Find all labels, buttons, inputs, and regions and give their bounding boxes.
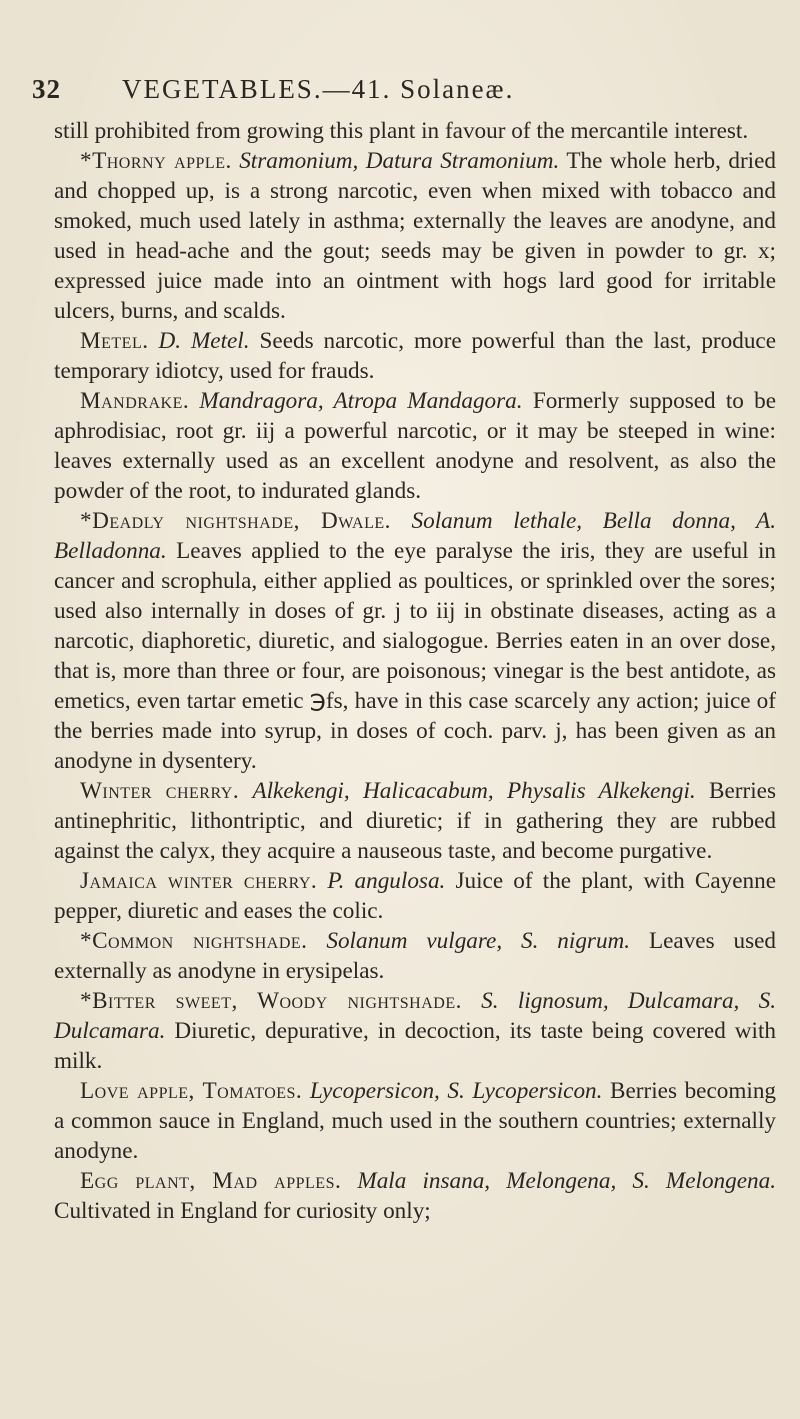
entry-latin: P. angulosa.: [327, 868, 446, 894]
page-header: [32, 64, 768, 114]
entry-name: *Common nightshade.: [80, 928, 308, 954]
entry-latin: Alkekengi, Halicacabum, Physalis Alkekengi.: [252, 778, 696, 804]
entry-egg-plant: [54, 1166, 776, 1226]
running-head: VEGETABLES.—41. Solaneæ.: [122, 74, 515, 104]
entry-name: *Deadly nightshade, Dwale.: [80, 508, 391, 534]
entry-thorny-apple: [54, 146, 776, 326]
entry-latin: Mala insana, Melongena, S. Melongena.: [357, 1168, 777, 1194]
entry-body: Diuretic, depurative, in decoction, its taste being covered with milk.: [54, 1018, 777, 1074]
entry-love-apple: [54, 1076, 776, 1166]
entry-latin: Lycopersicon, S. Lycopersicon.: [309, 1078, 603, 1104]
entry-bitter-sweet: [54, 986, 776, 1076]
entry-continuation: [54, 116, 776, 146]
entry-body: Seeds narcotic, more powerful than the last, produce temporary idiotcy, used for frauds.: [54, 328, 776, 384]
entry-body: still prohibited from growing this plant in favour of the mercantile interest.: [54, 118, 749, 144]
entry-metel: [54, 326, 776, 386]
entry-body: The whole herb, dried and chopped up, is a strong narcotic, even when mixed with tobacco and smoked, much used lately in asthma; externally the leaves are anodyne, and used in head-ache and the gout; seeds may be given in powder to gr. x; expressed juice made into an ointment with hogs lard good for irritable ulcers, burns, and scalds.: [54, 148, 776, 324]
body-text: [54, 116, 776, 1226]
entry-name: Metel.: [80, 328, 149, 354]
entry-body: Formerly supposed to be aphrodisiac, root gr. iij a powerful narcotic, or it may be steeped in wine: leaves externally used as an excellent anodyne and resolvent, as also the powder of the root, to indurated glands.: [54, 388, 777, 504]
entry-latin: D. Metel.: [158, 328, 250, 354]
entry-body: Cultivated in England for curiosity only;: [54, 1198, 431, 1224]
entry-name: Winter cherry.: [80, 778, 240, 804]
entry-body: Leaves used externally as anodyne in erysipelas.: [54, 928, 777, 984]
entry-body: Berries becoming a common sauce in England, much used in the southern countries; externally anodyne.: [54, 1078, 777, 1164]
entry-body: Juice of the plant, with Cayenne pepper, diuretic and eases the colic.: [54, 868, 777, 924]
entry-body: Leaves applied to the eye paralyse the iris, they are useful in cancer and scrophula, either applied as poultices, or sprinkled over the sores; used also internally in doses of gr. j to iij in obstinate diseases, acting as a narcotic, diaphoretic, diuretic, and sialogogue. Berries eaten in an over dose, that is, more than three or four, are poisonous; vinegar is the best antidote, as emetics, even tartar emetic ℈fs, have in this case scarcely any action; juice of the berries made into syrup, in doses of coch. parv. j, has been given as an anodyne in dysentery.: [54, 538, 777, 774]
entry-mandrake: [54, 386, 776, 506]
entry-latin: Solanum lethale, Bella donna, A. Belladonna.: [54, 508, 777, 564]
entry-winter-cherry: [54, 776, 776, 866]
entry-jamaica-winter-cherry: [54, 866, 776, 926]
entry-name: Love apple, Tomatoes.: [80, 1078, 303, 1104]
entry-latin: Solanum vulgare, S. nigrum.: [326, 928, 631, 954]
entry-latin: Stramonium, Datura Stramonium.: [239, 148, 560, 174]
entry-name: *Thorny apple.: [80, 148, 232, 174]
page-number: 32: [32, 74, 61, 104]
entry-deadly-nightshade: [54, 506, 776, 776]
entry-body: Berries antinephritic, lithontriptic, and diuretic; if in gathering they are rubbed against the calyx, they acquire a nauseous taste, and become purgative.: [54, 778, 776, 864]
entry-name: Mandrake.: [80, 388, 190, 414]
entry-common-nightshade: [54, 926, 776, 986]
entry-name: Egg plant, Mad apples.: [80, 1168, 342, 1194]
entry-name: *Bitter sweet, Woody nightshade.: [80, 988, 462, 1014]
entry-latin: Mandragora, Atropa Mandagora.: [199, 388, 523, 414]
entry-latin: S. lignosum, Dulcamara, S. Dulcamara.: [54, 988, 777, 1044]
entry-name: Jamaica winter cherry.: [80, 868, 318, 894]
